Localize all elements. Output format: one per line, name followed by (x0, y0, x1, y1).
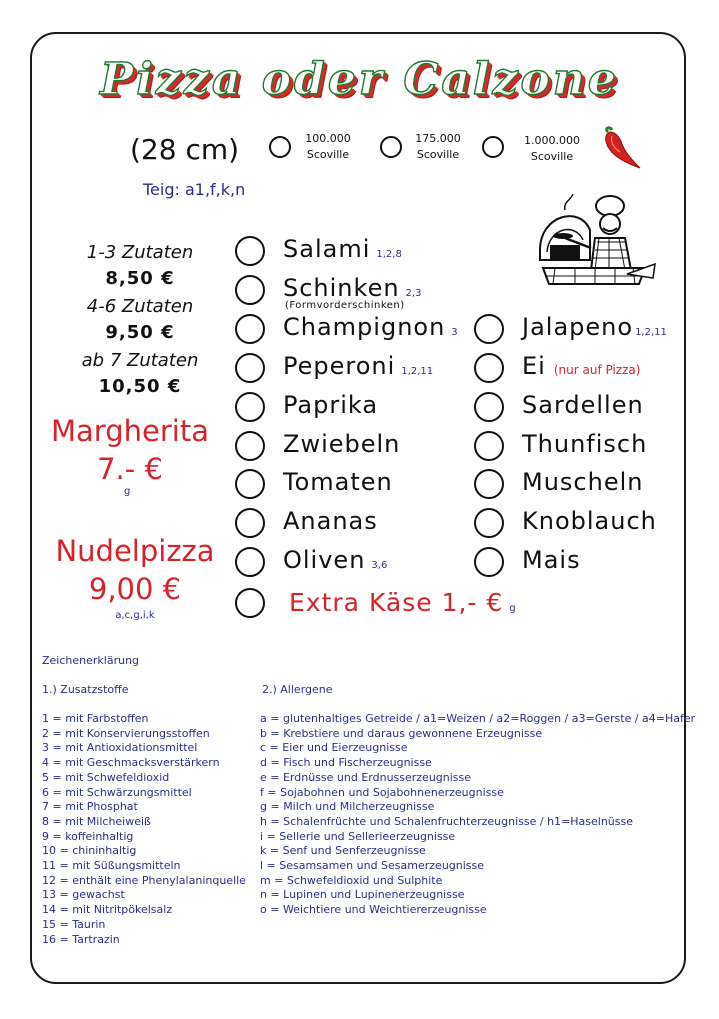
topping-checkbox-ananas[interactable] (235, 508, 265, 538)
topping-muscheln: Muscheln (522, 468, 644, 496)
additive-item: 12 = enthält eine Phenylalaninquelle (42, 873, 246, 887)
topping-checkbox-mais[interactable] (474, 547, 504, 577)
additive-item: 16 = Tartrazin (42, 932, 120, 946)
allergen-item: d = Fisch und Fischerzeugnisse (260, 756, 432, 770)
allergen-item: o = Weichtiere und Weichtiererzeugnisse (260, 903, 487, 917)
additive-item: 11 = mit Süßungsmitteln (42, 859, 181, 873)
topping-checkbox-paprika[interactable] (235, 392, 265, 422)
allergen-item: n = Lupinen und Lupinenerzeugnisse (260, 888, 465, 902)
additive-item: 5 = mit Schwefeldioxid (42, 770, 170, 784)
allergen-item: m = Schwefeldioxid und Sulphite (260, 873, 443, 887)
schinken-sublabel: (Formvorderschinken) (285, 300, 405, 311)
additive-item: 7 = mit Phosphat (42, 800, 138, 814)
additive-item: 15 = Taurin (42, 917, 106, 931)
additive-item: 3 = mit Antioxidationsmittel (42, 741, 198, 755)
topping-checkbox-oliven[interactable] (235, 547, 265, 577)
topping-salami: Salami 1,2,8 (283, 235, 402, 263)
additives-list (42, 712, 246, 947)
topping-knoblauch: Knoblauch (522, 507, 657, 535)
additive-item: 2 = mit Konservierungsstoffen (42, 726, 210, 740)
topping-sardellen: Sardellen (522, 391, 644, 419)
scoville-1m-radio[interactable] (482, 136, 504, 158)
additive-item: 14 = mit Nitritpökelsalz (42, 903, 173, 917)
scoville-1m-label: 1.000.000 Scoville (524, 134, 580, 163)
topping-checkbox-sardellen[interactable] (474, 392, 504, 422)
chef-illustration (535, 190, 660, 295)
margherita-price: 7.- € (97, 452, 163, 486)
topping-schinken: Schinken 2,3 (283, 274, 422, 302)
allergen-item: h = Schalenfrüchte und Schalenfruchterzeugnisse / h1=Haselnüsse (260, 814, 634, 828)
chili-pepper-icon (600, 126, 642, 170)
scoville-100k-label: 100.000 Scoville (305, 132, 351, 161)
topping-paprika: Paprika (283, 391, 379, 419)
topping-checkbox-schinken[interactable] (235, 275, 265, 305)
scoville-175k-radio[interactable] (380, 136, 402, 158)
page-title: Pizza oder Calzone (100, 54, 619, 105)
topping-peperoni: Peperoni 1,2,11 (283, 352, 434, 380)
topping-checkbox-thunfisch[interactable] (474, 431, 504, 461)
allergen-item: e = Erdnüsse und Erdnusserzeugnisse (260, 770, 472, 784)
extra-cheese: Extra Käse 1,- € g (289, 588, 516, 617)
topping-checkbox-jalapeno[interactable] (474, 314, 504, 344)
margherita-name: Margherita (51, 414, 209, 448)
additive-item: 9 = koffeinhaltig (42, 829, 134, 843)
topping-checkbox-tomaten[interactable] (235, 469, 265, 499)
additives-heading: 1.) Zusatzstoffe (42, 683, 129, 696)
additive-item: 6 = mit Schwärzungsmittel (42, 785, 192, 799)
margherita-block: Margherita 7.- € g (30, 414, 230, 497)
additive-item: 4 = mit Geschmacksverstärkern (42, 756, 220, 770)
additive-item: 1 = mit Farbstoffen (42, 712, 149, 725)
allergen-item: f = Sojabohnen und Sojabohnenerzeugnisse (260, 785, 504, 799)
topping-checkbox-peperoni[interactable] (235, 353, 265, 383)
allergen-item: a = glutenhaltiges Getreide / a1=Weizen / a2=Roggen / a3=Gerste / a4=Hafer (260, 712, 696, 725)
allergen-item: l = Sesamsamen und Sesamerzeugnisse (260, 859, 485, 873)
allergen-item: i = Sellerie und Sellerieerzeugnisse (260, 829, 456, 843)
nudelpizza-price: 9,00 € (88, 572, 182, 606)
topping-tomaten: Tomaten (283, 468, 393, 496)
dough-allergens: Teig: a1,f,k,n (143, 180, 246, 199)
topping-checkbox-muscheln[interactable] (474, 469, 504, 499)
topping-checkbox-champignon[interactable] (235, 314, 265, 344)
additive-item: 10 = chininhaltig (42, 844, 137, 858)
topping-ei: Ei (nur auf Pizza) (522, 352, 641, 380)
topping-mais: Mais (522, 546, 581, 574)
extra-cheese-checkbox[interactable] (235, 588, 265, 618)
additive-item: 8 = mit Milcheiweiß (42, 814, 151, 828)
topping-checkbox-zwiebeln[interactable] (235, 431, 265, 461)
allergen-item: b = Krebstiere und daraus gewonnene Erzeugnisse (260, 726, 543, 740)
topping-checkbox-ei[interactable] (474, 353, 504, 383)
allergen-item: k = Senf und Senferzeugnisse (260, 844, 426, 858)
scoville-100k-radio[interactable] (269, 136, 291, 158)
allergens-list (260, 712, 695, 918)
legend-heading: Zeichenerklärung (42, 654, 140, 667)
topping-ananas: Ananas (283, 507, 378, 535)
topping-checkbox-knoblauch[interactable] (474, 508, 504, 538)
topping-zwiebeln: Zwiebeln (283, 430, 401, 458)
allergen-item: c = Eier und Eierzeugnisse (260, 741, 408, 755)
size-label: (28 cm) (130, 133, 240, 166)
topping-checkbox-salami[interactable] (235, 236, 265, 266)
additive-item: 13 = gewachst (42, 888, 125, 902)
allergens-heading: 2.) Allergene (262, 683, 333, 696)
topping-champignon: Champignon 3 (283, 313, 458, 341)
nudelpizza-name: Nudelpizza (55, 534, 215, 568)
topping-thunfisch: Thunfisch (522, 430, 648, 458)
scoville-175k-label: 175.000 Scoville (415, 132, 461, 161)
nudelpizza-block: Nudelpizza 9,00 € a,c,g,i,k (35, 534, 235, 621)
topping-oliven: Oliven 3,6 (283, 546, 388, 574)
topping-jalapeno: Jalapeno 1,2,11 (522, 313, 667, 341)
price-list: 1-3 Zutaten 8,50 € 4-6 Zutaten 9,50 € ab 7 Zutaten 10,50 € (81, 242, 199, 397)
allergen-item: g = Milch und Milcherzeugnisse (260, 800, 435, 814)
